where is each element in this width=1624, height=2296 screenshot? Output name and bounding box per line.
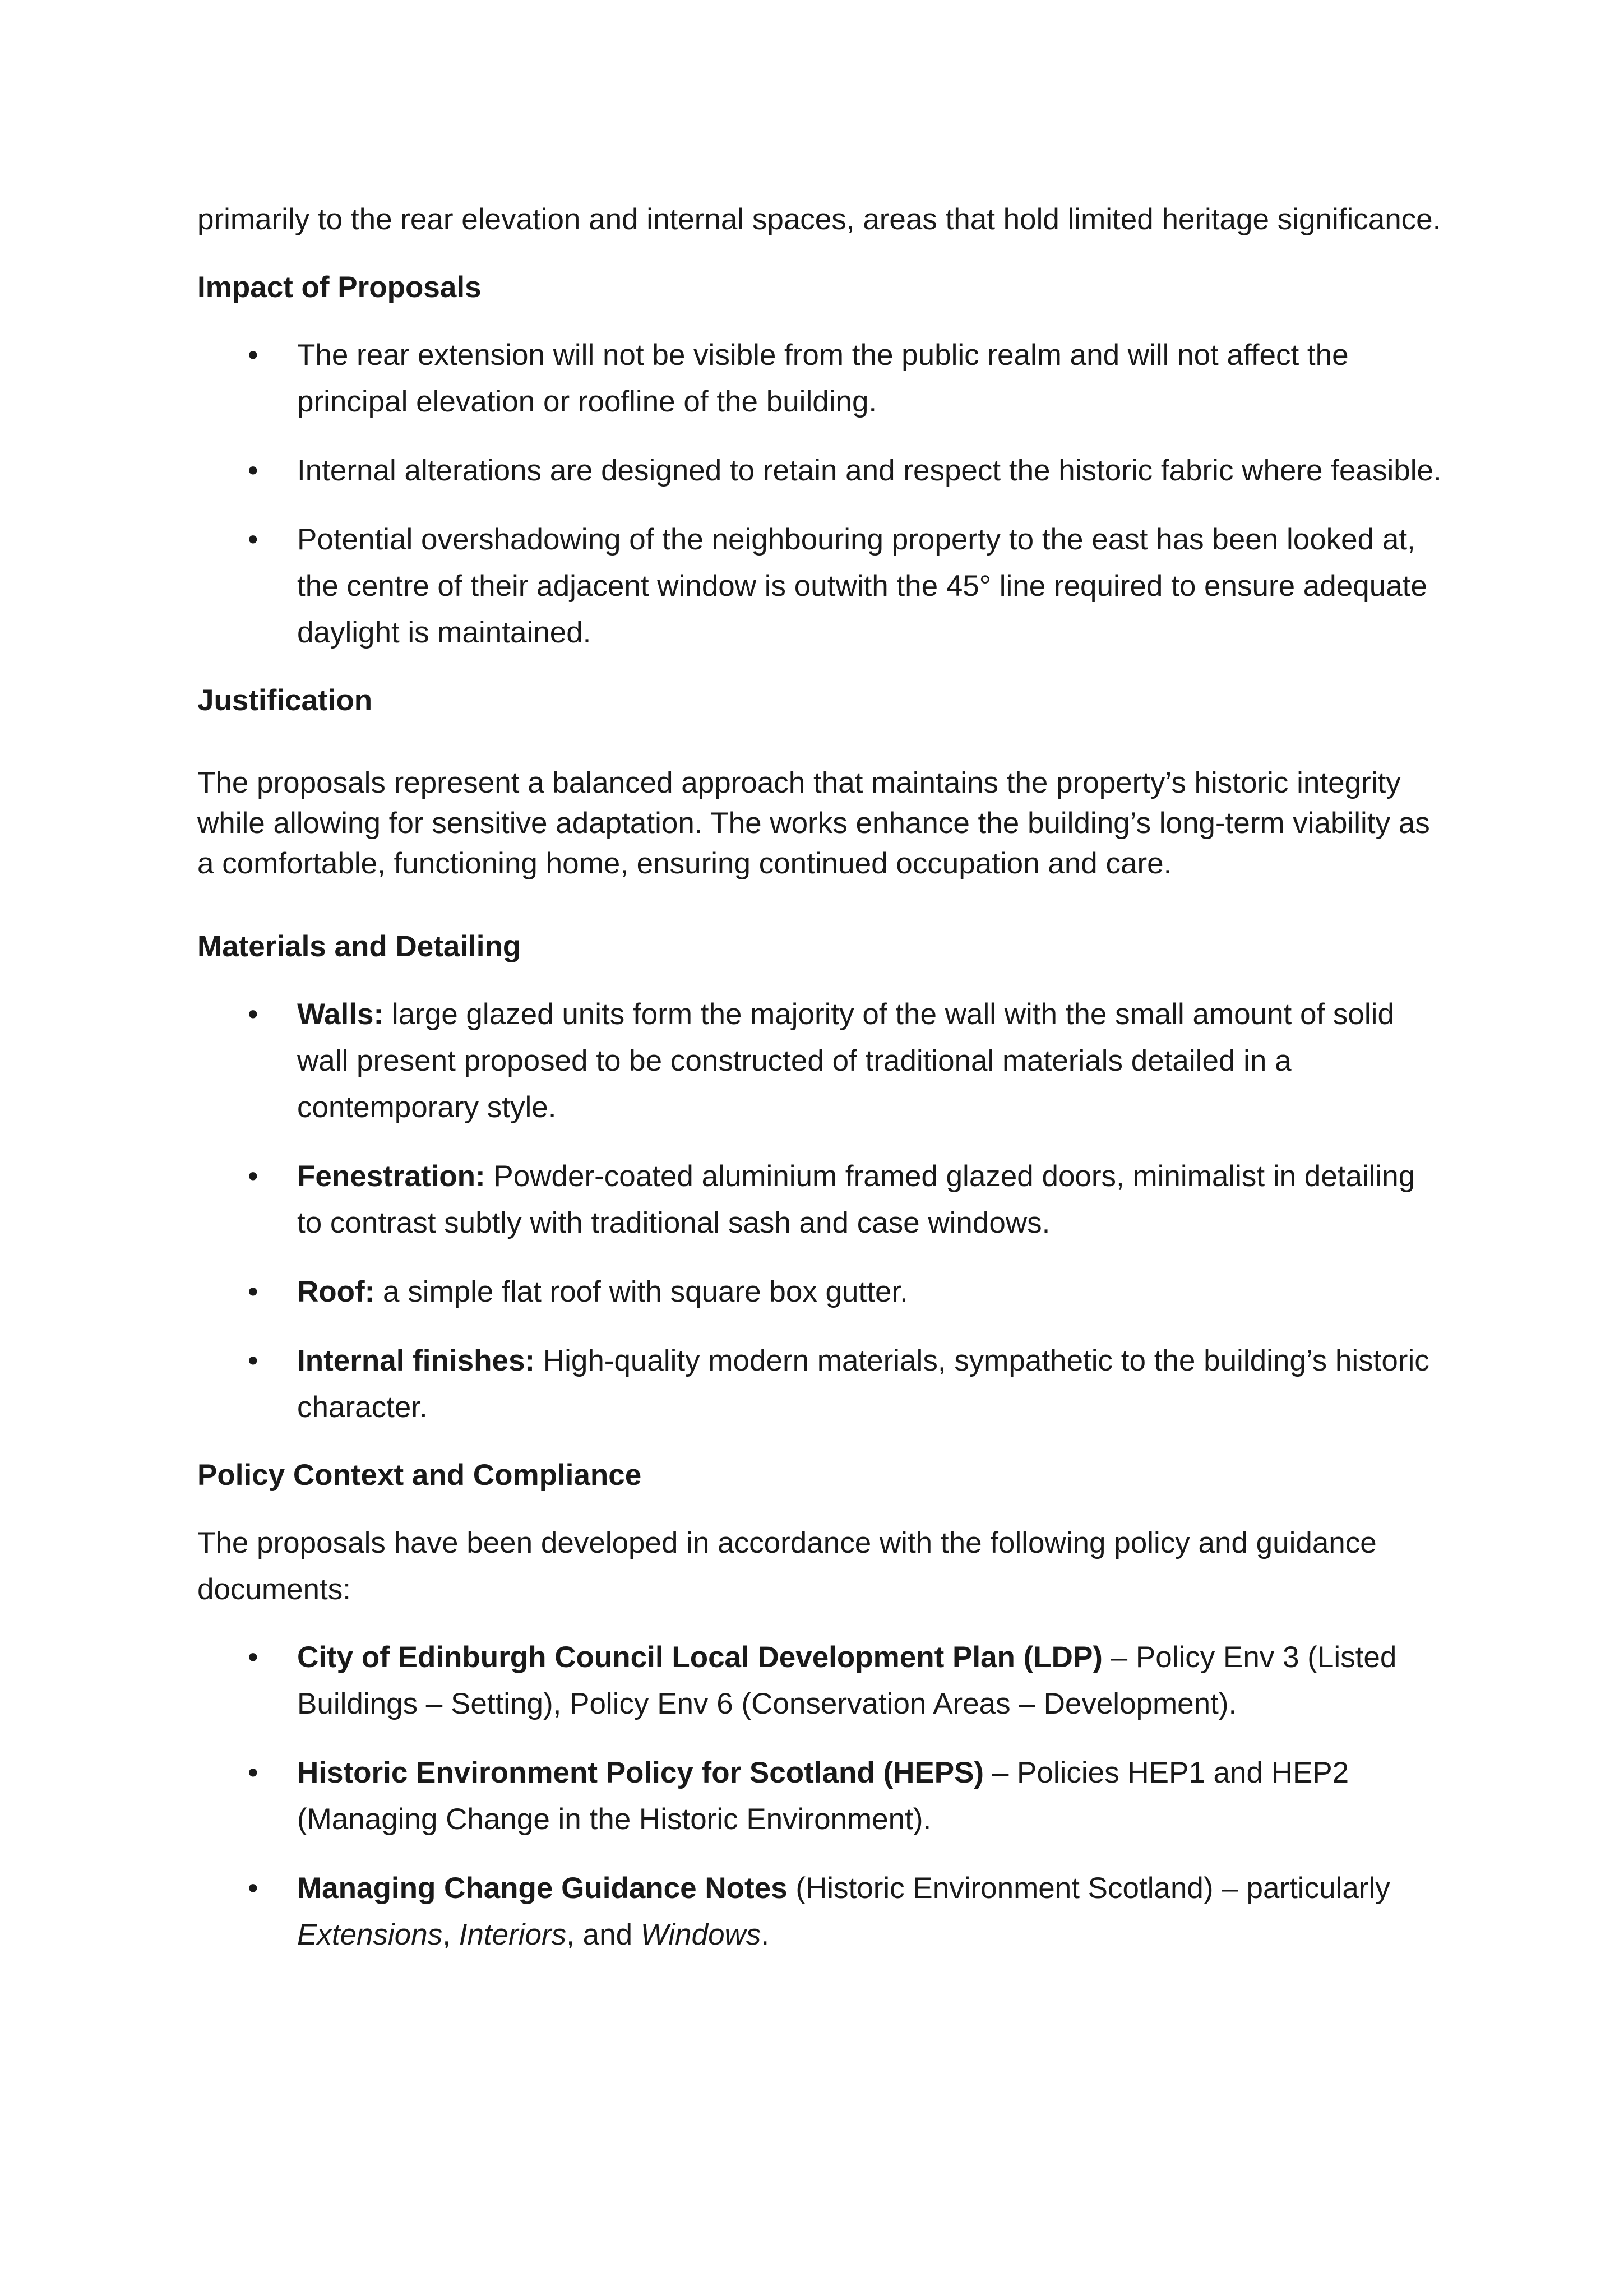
document-page: [197, 196, 1442, 1979]
list-item-label: Historic Environment Policy for Scotland (HEPS): [297, 1756, 984, 1789]
intro-continuation: primarily to the rear elevation and internal spaces, areas that hold limited heritage significance.: [197, 203, 1441, 236]
list-item-text: (Historic Environment Scotland) – particularly: [787, 1872, 1390, 1905]
list-item: [197, 1269, 1442, 1315]
bullet-icon: •: [248, 1344, 258, 1377]
list-item-text: large glazed units form the majority of the wall with the small amount of solid wall present proposed to be constructed of traditional materials detailed in a contemporary style.: [297, 998, 1394, 1124]
list-item-label: Internal finishes:: [297, 1344, 535, 1377]
bullet-icon: •: [248, 1160, 258, 1193]
separator: ,: [442, 1918, 459, 1951]
bullet-icon: •: [248, 339, 258, 372]
separator: , and: [566, 1918, 641, 1951]
bullet-icon: •: [248, 454, 258, 487]
justification-body: The proposals represent a balanced approach that maintains the property’s historic integrity while allowing for sensitive adaptation. The works enhance the building’s long-term viability as a comfortable, functioning home, ensuring continued occupation and care.: [197, 766, 1430, 880]
impact-heading: Impact of Proposals: [197, 271, 482, 304]
list-item-text: – Policy Env 3 (Listed Buildings – Setting), Policy Env 6 (Conservation Areas – Development).: [297, 1641, 1397, 1720]
list-item: [197, 1865, 1442, 1958]
list-item-text: Internal alterations are designed to retain and respect the historic fabric where feasible.: [297, 454, 1442, 487]
list-item: [197, 1749, 1442, 1843]
bullet-icon: •: [248, 1641, 258, 1674]
list-item-text: Powder-coated aluminium framed glazed doors, minimalist in detailing to contrast subtly with traditional sash and case windows.: [297, 1160, 1415, 1239]
list-item-text: a simple flat roof with square box gutter.: [374, 1275, 908, 1308]
list-item-text: – Policies HEP1 and HEP2 (Managing Change in the Historic Environment).: [297, 1756, 1349, 1836]
list-item-label: Fenestration:: [297, 1160, 485, 1193]
list-item: [197, 1634, 1442, 1727]
emphasis-interiors: Interiors: [459, 1918, 567, 1951]
list-item: [197, 332, 1442, 425]
list-item-label: Managing Change Guidance Notes: [297, 1872, 788, 1905]
impact-list: [197, 332, 1442, 656]
bullet-icon: •: [248, 523, 258, 556]
bullet-icon: •: [248, 998, 258, 1031]
terminator: .: [761, 1918, 770, 1951]
emphasis-extensions: Extensions: [297, 1918, 443, 1951]
materials-heading: Materials and Detailing: [197, 930, 521, 963]
list-item: [197, 1153, 1442, 1246]
bullet-icon: •: [248, 1872, 258, 1905]
bullet-icon: •: [248, 1275, 258, 1308]
justification-heading: Justification: [197, 684, 373, 717]
list-item-label: Walls:: [297, 998, 384, 1031]
list-item-label: City of Edinburgh Council Local Development Plan (LDP): [297, 1641, 1103, 1674]
materials-list: [197, 991, 1442, 1431]
policy-list: [197, 1634, 1442, 1958]
list-item-text: The rear extension will not be visible from the public realm and will not affect the principal elevation or roofline of the building.: [297, 339, 1349, 418]
policy-heading: Policy Context and Compliance: [197, 1459, 642, 1492]
list-item: [197, 1337, 1442, 1431]
policy-intro: The proposals have been developed in accordance with the following policy and guidance documents:: [197, 1526, 1377, 1606]
list-item-text: Potential overshadowing of the neighbouring property to the east has been looked at, the centre of their adjacent window is outwith the 45° line required to ensure adequate daylight is maintained.: [297, 523, 1427, 649]
list-item-label: Roof:: [297, 1275, 375, 1308]
emphasis-windows: Windows: [640, 1918, 761, 1951]
bullet-icon: •: [248, 1756, 258, 1789]
list-item: [197, 516, 1442, 656]
list-item-text: High-quality modern materials, sympathetic to the building’s historic character.: [297, 1344, 1429, 1424]
list-item: [197, 447, 1442, 494]
list-item: [197, 991, 1442, 1131]
